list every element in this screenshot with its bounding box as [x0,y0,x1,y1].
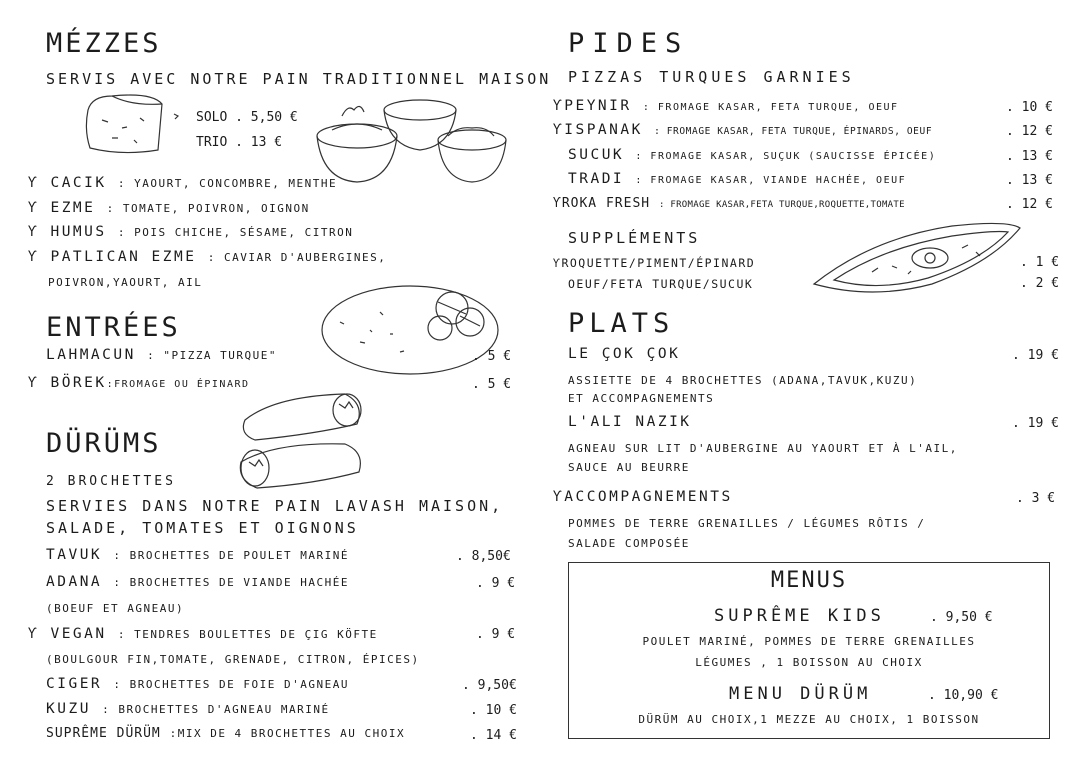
vegan-mark: Ƴ [28,224,40,240]
item-name: CIGER [46,676,103,692]
item-desc: : FROMAGE KASAR, FETA TURQUE, ÉPINARDS, OEUF [654,126,933,137]
bread-illustration [82,90,192,158]
accompagnements-price: . 3 € [1016,491,1056,506]
pide-item-peynir [553,98,899,114]
durum-item-kuzu [46,701,330,717]
supplement-price-oeuf: . 2 € [1020,276,1060,291]
durum-item-vegan [28,626,378,642]
durum-price-supreme: . 14 € [470,728,517,743]
item-desc: : BROCHETTES DE POULET MARINÉ [113,549,349,562]
pide-item-sucuk [568,147,936,163]
item-name: ACCOMPAGNEMENTS [564,489,733,505]
vegan-mark: Ƴ [28,175,40,191]
item-desc: : FROMAGE KASAR, VIANDE HACHÉE, OEUF [635,175,907,186]
pide-item-roka [553,196,905,211]
durum-note-vegan: (BOULGOUR FIN,TOMATE, GRENADE, CITRON, ÉPICES) [46,653,420,666]
pide-item-ispanak [553,122,932,138]
item-desc: : FROMAGE KASAR,FETA TURQUE,ROQUETTE,TOMATE [658,200,905,210]
durum-price-tavuk: . 8,50€ [456,549,511,564]
plat-desc-cokcok: ASSIETTE DE 4 BROCHETTES (ADANA,TAVUK,KUZU) [568,374,918,387]
pide-price-ispanak: . 12 € [1006,124,1053,139]
supplements-title: SUPPLÉMENTS [568,229,701,247]
accompagnements-item [553,489,733,505]
entree-price-borek: . 5 € [472,377,512,392]
mezze-item-humus [28,224,353,240]
supplement-item-oeuf: OEUF/FETA TURQUE/SUCUK [568,277,754,291]
menu-kids-desc1: POULET MARINÉ, POMMES DE TERRE GRENAILLES [642,635,976,648]
pides-title: PIDES [568,28,690,59]
item-desc: : BROCHETTES DE FOIE D'AGNEAU [113,678,349,691]
vegan-mark: Ƴ [28,375,40,391]
durums-sub1: 2 BROCHETTES [46,474,176,489]
vegan-mark: Ƴ [553,196,562,211]
item-name: EZME [50,200,96,216]
pide-item-tradi [568,171,906,187]
menu-durum-name: MENU DÜRÜM [729,684,872,704]
item-name: HUMUS [50,224,107,240]
vegan-mark: Ƴ [28,200,40,216]
item-name: PATLICAN EZME [50,249,197,265]
item-desc: : TOMATE, POIVRON, OIGNON [106,202,310,215]
durums-title: DÜRÜMS [46,428,162,459]
item-name: ADANA [46,574,103,590]
item-name: CACIK [50,175,107,191]
pide-price-roka: . 12 € [1006,197,1053,212]
menus-title: MENUS [770,568,848,593]
durum-item-adana [46,574,349,590]
plat-desc2-alinazik: SAUCE AU BEURRE [568,461,690,474]
item-name: LAHMACUN [46,347,136,363]
item-name: ROQUETTE/PIMENT/ÉPINARD [561,256,756,270]
plat-price-alinazik: . 19 € [1012,416,1059,431]
durums-sub3: SALADE, TOMATES ET OIGNONS [46,519,359,537]
mezze-patlican-desc2: POIVRON,YAOURT, AIL [48,276,203,289]
durum-item-supreme [46,726,405,741]
mezze-item-patlican [28,249,386,265]
menu-kids-price: . 9,50 € [930,610,993,625]
mezze-item-cacik [28,175,337,191]
accompagnements-desc2: SALADE COMPOSÉE [568,537,690,550]
durum-item-tavuk [46,547,349,563]
plat-item-alinazik: L'ALI NAZIK [568,414,692,430]
menu-durum-price: . 10,90 € [928,688,999,703]
mezze-item-ezme [28,200,310,216]
item-desc: : "PIZZA TURQUE" [147,349,278,362]
durums-sub2: SERVIES DANS NOTRE PAIN LAVASH MAISON, [46,497,504,515]
item-desc: : TENDRES BOULETTES DE ÇIG KÖFTE [117,628,378,641]
bowls-illustration [312,96,512,190]
vegan-mark: Ƴ [28,249,40,265]
item-desc: : FROMAGE KASAR, FETA TURQUE, OEUF [642,102,899,113]
mezze-trio-price: TRIO . 13 € [196,135,283,150]
item-name: TAVUK [46,547,103,563]
item-desc: : POIS CHICHE, SÉSAME, CITRON [117,226,354,239]
durum-item-ciger [46,676,349,692]
item-name: SUPRÊME DÜRÜM [46,726,161,741]
item-name: TRADI [568,171,625,187]
supplement-price-roquette: . 1 € [1020,255,1060,270]
durum-price-vegan: . 9 € [476,627,516,642]
durum-price-kuzu: . 10 € [470,703,517,718]
wraps-illustration [235,390,370,490]
item-desc: : CAVIAR D'AUBERGINES, [207,251,387,264]
plat-desc2-cokcok: ET ACCOMPAGNEMENTS [568,392,715,405]
entrees-title: ENTRÉES [46,312,181,343]
item-name: KUZU [46,701,91,717]
entree-item-borek [28,375,250,391]
vegan-mark: Ƴ [553,256,562,270]
vegan-mark: Ƴ [28,626,40,642]
pide-price-sucuk: . 13 € [1006,149,1053,164]
pide-price-peynir: . 10 € [1006,100,1053,115]
item-desc: : BROCHETTES DE VIANDE HACHÉE [113,576,349,589]
mezze-solo-price: SOLO . 5,50 € [196,110,298,125]
menu-durum-desc: DÜRÜM AU CHOIX,1 MEZZE AU CHOIX, 1 BOISSON [638,713,980,726]
menu-kids-name: SUPRÊME KIDS [714,606,885,626]
mezzes-subtitle: SERVIS AVEC NOTRE PAIN TRADITIONNEL MAISON [46,70,552,88]
item-desc: : FROMAGE KASAR, SUÇUK (SAUCISSE ÉPICÉE) [635,151,937,162]
supplement-item-roquette [553,256,755,270]
menu-kids-desc2: LÉGUMES , 1 BOISSON AU CHOIX [695,656,923,669]
durum-price-ciger: . 9,50€ [462,678,517,693]
item-desc: :MIX DE 4 BROCHETTES AU CHOIX [169,727,406,740]
vegan-mark: Ƴ [553,98,565,114]
vegan-mark: Ƴ [553,122,565,138]
plat-item-cokcok: LE ÇOK ÇOK [568,346,681,362]
item-desc: : BROCHETTES D'AGNEAU MARINÉ [102,703,330,716]
durum-note-adana: (BOEUF ET AGNEAU) [46,602,185,615]
item-name: ROKA FRESH [561,196,651,211]
durum-price-adana: . 9 € [476,576,516,591]
entree-price-lahmacun: . 5 € [472,349,512,364]
item-name: ISPANAK [564,122,643,138]
item-name: VEGAN [50,626,107,642]
item-desc: :FROMAGE OU ÉPINARD [106,379,250,390]
item-name: PEYNIR [564,98,632,114]
plat-desc-alinazik: AGNEAU SUR LIT D'AUBERGINE AU YAOURT ET À L'AIL, [568,442,958,455]
item-desc: : YAOURT, CONCOMBRE, MENTHE [117,177,338,190]
item-name: BÖREK [50,375,107,391]
plat-price-cokcok: . 19 € [1012,348,1059,363]
entree-item-lahmacun [46,347,277,363]
vegan-mark: Ƴ [553,489,565,505]
pides-subtitle: PIZZAS TURQUES GARNIES [568,68,855,86]
accompagnements-desc: POMMES DE TERRE GRENAILLES / LÉGUMES RÔTIS / [568,517,926,530]
item-name: SUCUK [568,147,625,163]
mezzes-title: MÉZZES [46,28,162,59]
pide-illustration [812,218,1024,300]
plats-title: PLATS [568,308,675,339]
pide-price-tradi: . 13 € [1006,173,1053,188]
